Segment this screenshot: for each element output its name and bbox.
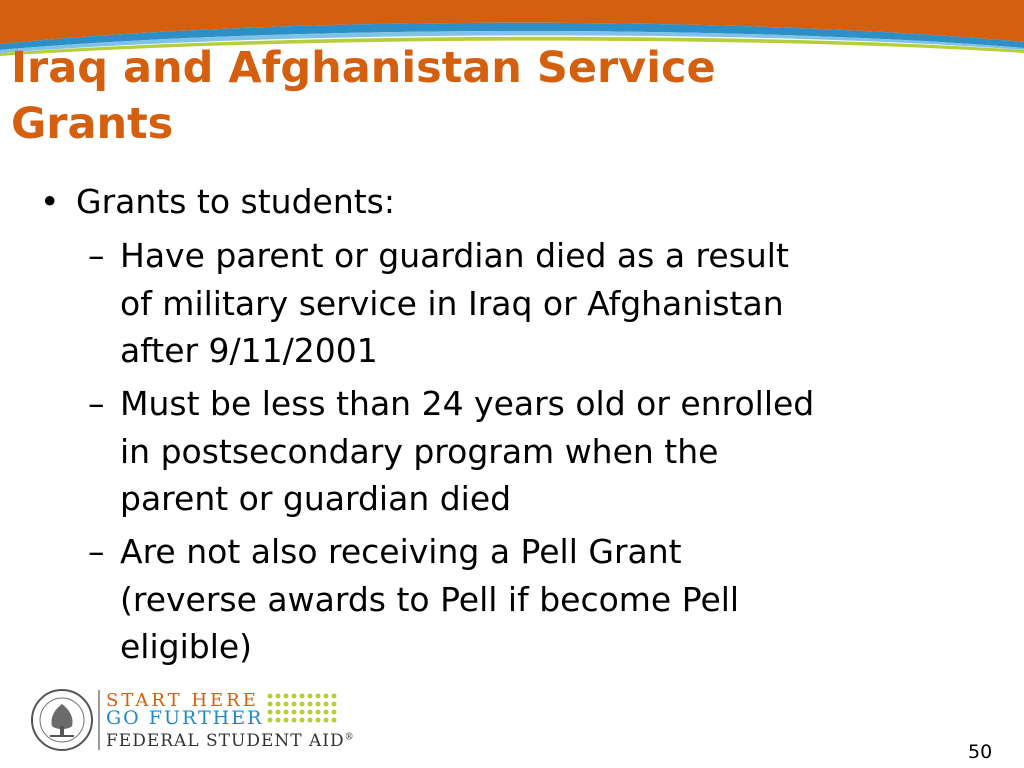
sub-bullet-line: parent or guardian died (120, 479, 512, 518)
dot-pattern-icon (266, 692, 338, 726)
sub-bullet-line: Must be less than 24 years old or enrolled (120, 384, 815, 423)
dash-icon: – (88, 236, 105, 275)
slide-title-line2: Grants (11, 99, 174, 149)
dash-icon: – (88, 532, 105, 571)
sub-bullet-text (120, 232, 980, 375)
brand-fsa-text: FEDERAL STUDENT AID (106, 731, 345, 751)
sub-bullet-text (120, 380, 980, 523)
sub-bullet-line: Are not also receiving a Pell Grant (120, 532, 682, 571)
trademark-symbol: ® (344, 732, 355, 743)
sub-bullet-line: after 9/11/2001 (120, 331, 378, 370)
slide-title-line1: Iraq and Afghanistan Service (11, 43, 716, 93)
federal-student-aid-logo (30, 686, 360, 756)
dash-icon: – (88, 384, 105, 423)
bullet-dot-icon: • (40, 182, 60, 221)
brand-go-further: GO FURTHER (106, 707, 264, 729)
logo-divider (98, 690, 100, 750)
sub-bullet-line: eligible) (120, 627, 253, 666)
page-number: 50 (968, 741, 993, 763)
bullet-text: Grants to students: (76, 182, 395, 221)
department-of-education-seal-icon (30, 688, 94, 752)
brand-start-here: START HERE (106, 690, 259, 711)
brand-federal-student-aid (106, 731, 355, 751)
sub-bullet-text (120, 528, 980, 671)
sub-bullet-line: of military service in Iraq or Afghanistan (120, 283, 784, 323)
sub-bullet-line: (reverse awards to Pell if become Pell (120, 579, 740, 619)
slide-title (11, 40, 1011, 152)
sub-bullet-line: Have parent or guardian died as a result (120, 236, 789, 275)
sub-bullet-line: in postsecondary program when the (120, 431, 719, 471)
